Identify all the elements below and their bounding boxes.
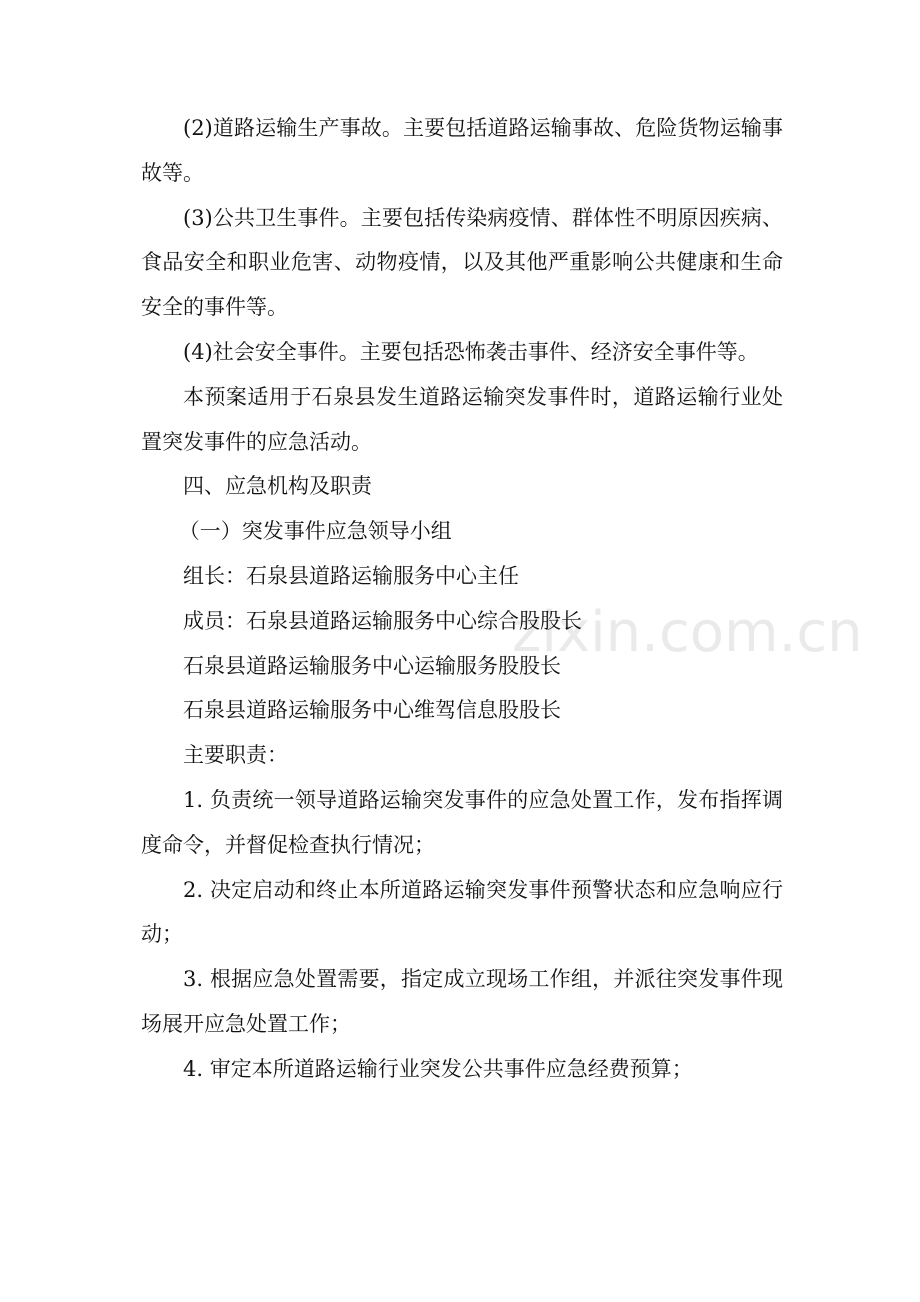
watermark-text: zixin.com.cn [512,600,863,665]
subsection-heading: （一）突发事件应急领导小组 [178,519,452,544]
section-heading: 四、应急机构及职责 [183,474,372,499]
paragraph-public-health-event: (3)公共卫生事件。主要包括传染病疫情、群体性不明原因疾病、食品安全和职业危害、动物疫情，以及其他严重影响公共健康和生命安全的事件等。 [141,205,783,320]
paragraph-road-transport-accident: (2)道路运输生产事故。主要包括道路运输事故、危险货物运输事故等。 [141,116,783,185]
members-line: 成员：石泉县道路运输服务中心综合股股长 [183,608,582,633]
member-line-driver-info: 石泉县道路运输服务中心维驾信息股股长 [183,698,561,723]
duty-item-4: 4. 审定本所道路运输行业突发公共事件应急经费预算； [183,1056,693,1081]
duty-item-2: 2. 决定启动和终止本所道路运输突发事件预警状态和应急响应行动； [141,877,783,947]
document-body [141,106,783,1092]
duty-item-1: 1. 负责统一领导道路运输突发事件的应急处置工作，发布指挥调度命令，并督促检查执行情况； [141,787,783,857]
duties-heading: 主要职责： [183,743,288,768]
paragraph-social-security-event: (4)社会安全事件。主要包括恐怖袭击事件、经济安全事件等。 [183,339,759,364]
member-line-transport-service: 石泉县道路运输服务中心运输服务股股长 [183,653,561,678]
leader-line: 组长：石泉县道路运输服务中心主任 [183,563,519,588]
paragraph-scope-of-plan: 本预案适用于石泉县发生道路运输突发事件时，道路运输行业处置突发事件的应急活动。 [141,384,783,454]
duty-item-3: 3. 根据应急处置需要，指定成立现场工作组，并派往突发事件现场展开应急处置工作； [141,967,783,1036]
